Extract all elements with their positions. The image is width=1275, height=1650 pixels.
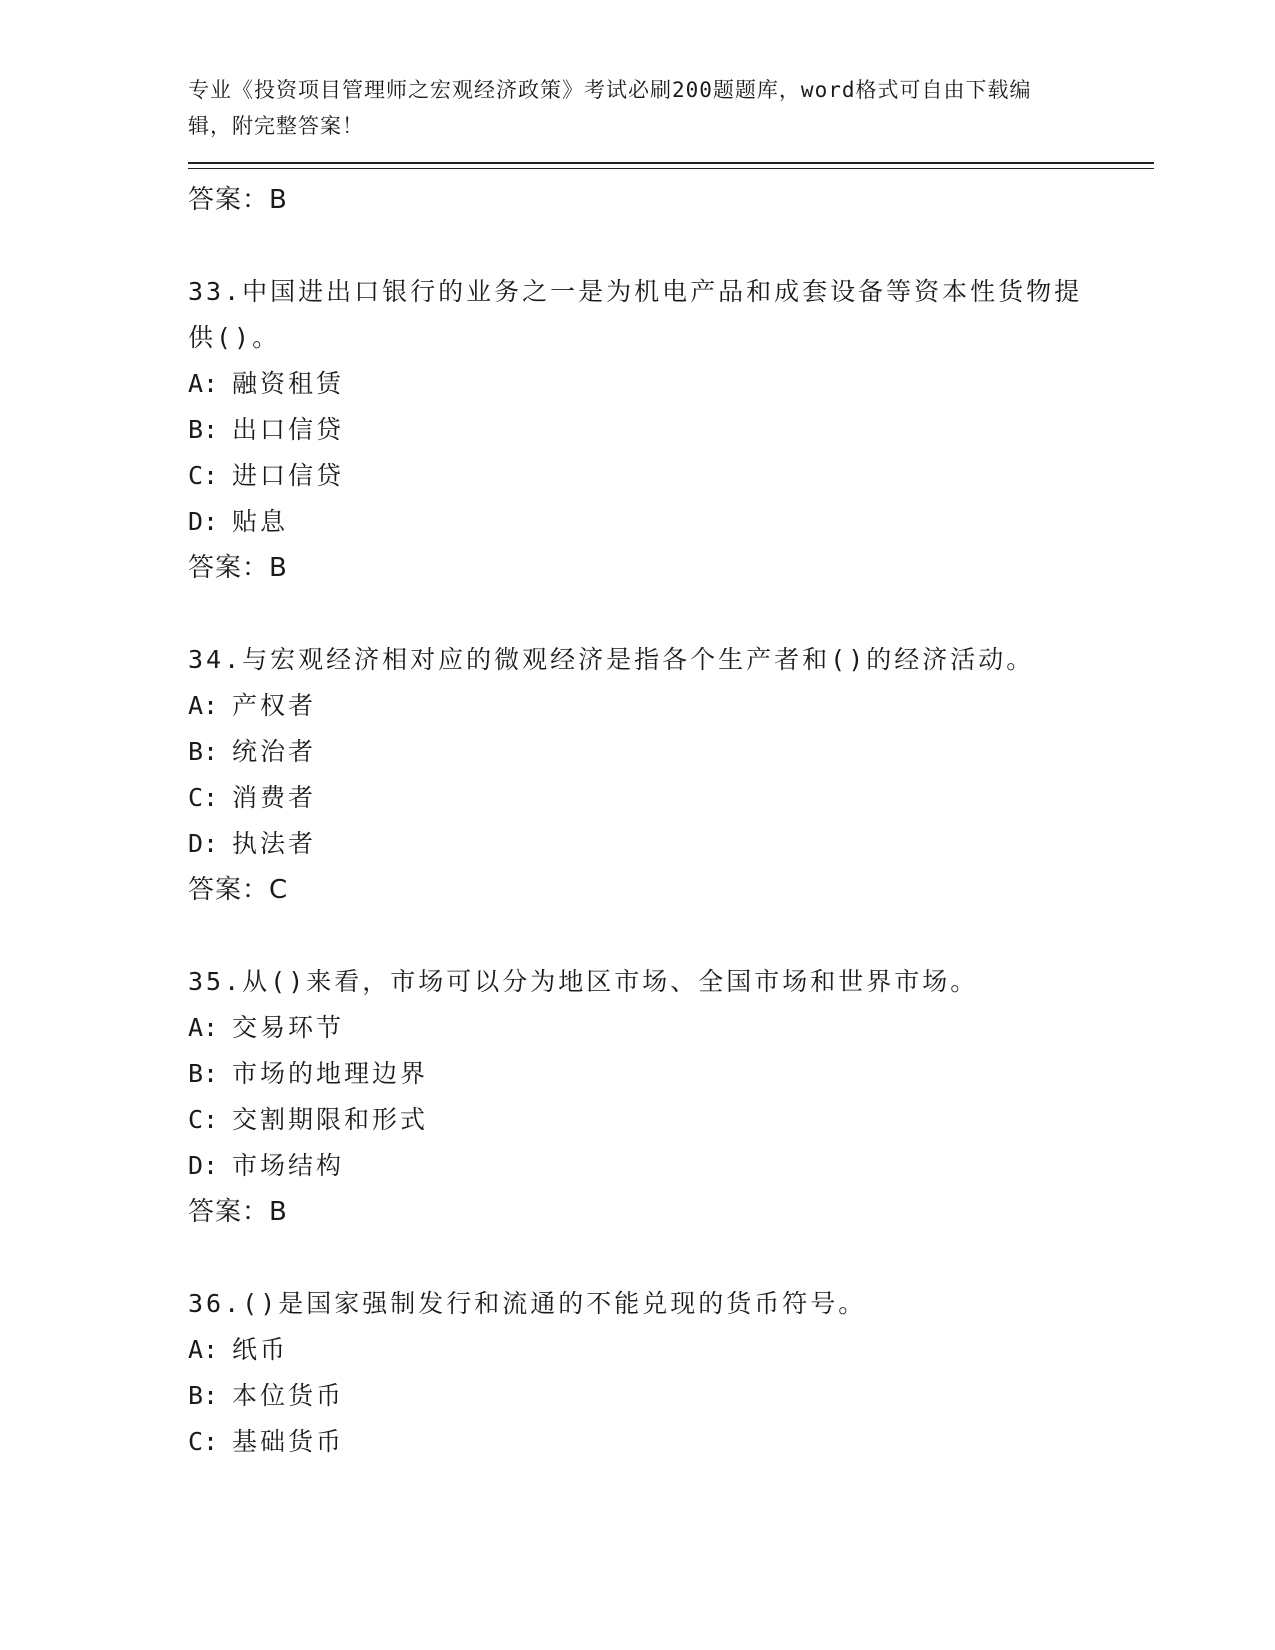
option-text: 贴息 (232, 507, 289, 536)
option-letter: B: (188, 1059, 219, 1088)
option-text: 进口信贷 (232, 461, 345, 490)
option-a (188, 361, 1154, 407)
option-letter: C: (188, 461, 219, 490)
option-text: 产权者 (232, 691, 317, 720)
question-stem: 35.从()来看，市场可以分为地区市场、全国市场和世界市场。 (188, 967, 979, 996)
option-a (188, 1327, 1154, 1373)
option-text: 交割期限和形式 (232, 1105, 429, 1134)
option-text: 市场的地理边界 (232, 1059, 429, 1088)
option-letter: C: (188, 1427, 219, 1456)
option-text: 统治者 (232, 737, 317, 766)
answer-line: 答案：C (188, 875, 289, 905)
option-letter: C: (188, 1105, 219, 1134)
option-d (188, 1143, 1154, 1189)
option-text: 纸币 (232, 1335, 289, 1364)
question-stem: 36.()是国家强制发行和流通的不能兑现的货币符号。 (188, 1289, 867, 1318)
answer-line: 答案：B (188, 1197, 288, 1227)
option-letter: A: (188, 369, 219, 398)
option-text: 出口信贷 (232, 415, 345, 444)
option-text: 融资租赁 (232, 369, 345, 398)
option-letter: D: (188, 829, 219, 858)
option-d (188, 821, 1154, 867)
option-text: 执法者 (232, 829, 317, 858)
option-c (188, 453, 1154, 499)
document-page (188, 72, 1154, 1465)
option-b (188, 407, 1154, 453)
option-letter: D: (188, 1151, 219, 1180)
option-letter: A: (188, 691, 219, 720)
option-b (188, 729, 1154, 775)
header-divider (188, 162, 1154, 169)
previous-answer: 答案：B (188, 185, 288, 215)
option-letter: A: (188, 1335, 219, 1364)
option-letter: B: (188, 737, 219, 766)
option-text: 本位货币 (232, 1381, 345, 1410)
question-stem: 33.中国进出口银行的业务之一是为机电产品和成套设备等资本性货物提供()。 (188, 277, 1083, 352)
option-c (188, 1097, 1154, 1143)
option-letter: C: (188, 783, 219, 812)
question-stem: 34.与宏观经济相对应的微观经济是指各个生产者和()的经济活动。 (188, 645, 1035, 674)
option-text: 市场结构 (232, 1151, 345, 1180)
option-text: 消费者 (232, 783, 317, 812)
option-b (188, 1373, 1154, 1419)
option-b (188, 1051, 1154, 1097)
option-letter: B: (188, 1381, 219, 1410)
option-letter: A: (188, 1013, 219, 1042)
option-c (188, 775, 1154, 821)
answer-line: 答案：B (188, 553, 288, 583)
option-letter: D: (188, 507, 219, 536)
option-a (188, 683, 1154, 729)
option-letter: B: (188, 415, 219, 444)
question-36 (188, 1281, 1154, 1465)
question-35 (188, 959, 1154, 1235)
option-a (188, 1005, 1154, 1051)
question-33 (188, 269, 1154, 591)
option-d (188, 499, 1154, 545)
question-34 (188, 637, 1154, 913)
option-text: 基础货币 (232, 1427, 345, 1456)
option-text: 交易环节 (232, 1013, 345, 1042)
document-header: 专业《投资项目管理师之宏观经济政策》考试必刷200题题库，word格式可自由下载编辑，附完整答案！ (188, 78, 1032, 138)
option-c (188, 1419, 1154, 1465)
